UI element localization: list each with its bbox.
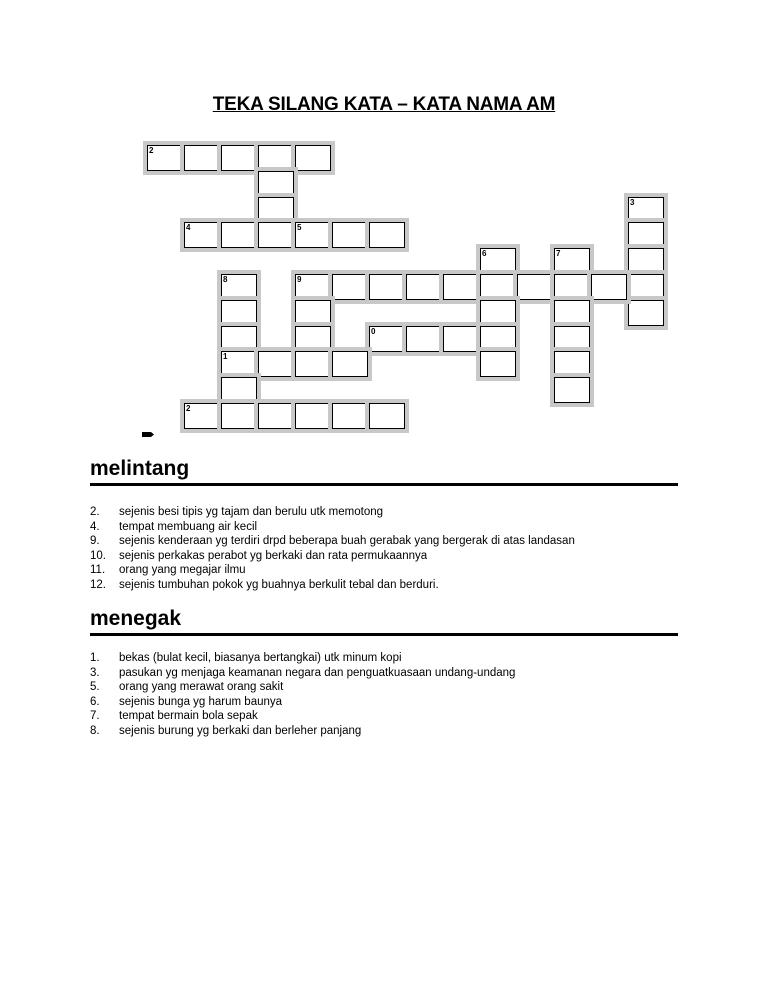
clue-item: [90, 651, 690, 666]
grid-cell[interactable]: [221, 403, 257, 429]
grid-cell[interactable]: [221, 274, 257, 300]
clue-item: [90, 534, 690, 549]
clue-number: 7: [556, 249, 561, 259]
clue-number: 0: [371, 326, 376, 336]
grid-cell[interactable]: [369, 274, 405, 300]
grid-cell[interactable]: [258, 145, 294, 171]
clue-number: 5: [297, 223, 302, 233]
grid-cell[interactable]: [554, 351, 590, 377]
clue-number: 3: [630, 197, 635, 207]
grid-cell[interactable]: [295, 222, 331, 248]
grid-cell[interactable]: [480, 274, 516, 300]
clue-text: sejenis tumbuhan pokok yg buahnya berkulit tebal dan berduri.: [119, 578, 439, 591]
clue-number: 9.: [90, 535, 100, 548]
down-rule: [90, 633, 678, 636]
clue-text: sejenis bunga yg harum baunya: [119, 695, 283, 708]
grid-cell[interactable]: [258, 197, 294, 223]
clue-number: 1: [223, 352, 228, 362]
clue-number: 11.: [90, 564, 106, 577]
clue-number: 2: [186, 404, 191, 413]
grid-cell[interactable]: [554, 377, 590, 403]
clue-item: [90, 695, 690, 710]
down-heading: menegak: [90, 607, 182, 630]
clue-number: 12.: [90, 578, 106, 591]
grid-cell[interactable]: [628, 248, 664, 274]
clue-item: [90, 724, 690, 739]
clue-text: bekas (bulat kecil, biasanya bertangkai) utk minum kopi: [119, 652, 402, 664]
clue-item: [90, 666, 690, 681]
clue-number: 6.: [90, 695, 100, 708]
grid-cell[interactable]: [554, 300, 590, 326]
grid-cell[interactable]: [147, 145, 183, 171]
grid-cell[interactable]: [628, 222, 664, 248]
grid-cell[interactable]: [443, 326, 479, 352]
down-clue-list: [90, 651, 690, 739]
clue-number: 1.: [90, 652, 100, 664]
grid-cell[interactable]: [258, 222, 294, 248]
grid-cell[interactable]: [369, 403, 405, 429]
grid-cell[interactable]: [332, 222, 368, 248]
grid-cell[interactable]: [221, 300, 257, 326]
grid-cell[interactable]: [184, 403, 220, 429]
grid-cell[interactable]: [517, 274, 553, 300]
across-rule: [90, 483, 678, 486]
grid-cell[interactable]: [480, 351, 516, 377]
grid-cell[interactable]: [221, 145, 257, 171]
grid-cell[interactable]: [332, 274, 368, 300]
clue-number: 8.: [90, 724, 100, 737]
crossword-grid: [0, 0, 768, 460]
clue-number: 3.: [90, 666, 100, 679]
grid-cell[interactable]: [628, 197, 664, 223]
page-title: TEKA SILANG KATA – KATA NAMA AM: [212, 94, 556, 115]
across-clue-list: [90, 505, 690, 593]
clue-number: 2.: [90, 506, 100, 518]
clue-text: orang yang megajar ilmu: [119, 564, 246, 577]
clue-text: tempat bermain bola sepak: [119, 710, 258, 723]
clue-item: [90, 520, 690, 535]
clue-text: pasukan yg menjaga keamanan negara dan penguatkuasaan undang-undang: [119, 666, 516, 679]
clue-text: sejenis besi tipis yg tajam dan berulu utk memotong: [119, 506, 384, 518]
clue-number: 2: [149, 146, 154, 155]
clue-text: sejenis perkakas perabot yg berkaki dan rata permukaannya: [119, 549, 428, 562]
clue-item: [90, 680, 690, 695]
clue-item: [90, 578, 690, 593]
pen-icon: [142, 431, 154, 438]
grid-cell[interactable]: [295, 274, 331, 300]
grid-cell[interactable]: [554, 248, 590, 274]
grid-cell[interactable]: [406, 274, 442, 300]
clue-item: [90, 563, 690, 578]
grid-cell[interactable]: [369, 326, 405, 352]
grid-cell[interactable]: [295, 145, 331, 171]
clue-item: [90, 505, 690, 520]
grid-cell[interactable]: [295, 403, 331, 429]
clue-number: 10.: [90, 549, 106, 562]
grid-cell[interactable]: [221, 351, 257, 377]
clue-number: 6: [482, 249, 487, 259]
grid-cell[interactable]: [258, 351, 294, 377]
grid-cell[interactable]: [369, 222, 405, 248]
clue-item: [90, 549, 690, 564]
grid-cell[interactable]: [332, 351, 368, 377]
grid-cell[interactable]: [332, 403, 368, 429]
grid-cell[interactable]: [480, 300, 516, 326]
clue-text: tempat membuang air kecil: [119, 520, 258, 533]
grid-cell[interactable]: [591, 274, 627, 300]
grid-cell[interactable]: [480, 326, 516, 352]
grid-cell[interactable]: [406, 326, 442, 352]
clue-number: 9: [297, 275, 302, 284]
clue-text: sejenis burung yg berkaki dan berleher panjang: [119, 724, 362, 737]
grid-cell[interactable]: [184, 145, 220, 171]
clue-number: 7.: [90, 710, 100, 723]
clue-number: 5.: [90, 681, 100, 694]
clue-number: 8: [223, 275, 228, 284]
grid-cell[interactable]: [480, 248, 516, 274]
grid-cell[interactable]: [554, 274, 590, 300]
clue-number: 4: [186, 223, 191, 233]
grid-cell[interactable]: [443, 274, 479, 300]
grid-cell[interactable]: [628, 274, 664, 300]
across-heading: melintang: [90, 457, 190, 480]
grid-cell[interactable]: [295, 300, 331, 326]
grid-cell[interactable]: [295, 351, 331, 377]
clue-number: 4.: [90, 520, 100, 533]
grid-cell[interactable]: [221, 222, 257, 248]
grid-cell[interactable]: [221, 326, 257, 352]
clue-item: [90, 709, 690, 724]
grid-cell[interactable]: [628, 300, 664, 326]
grid-cell[interactable]: [295, 326, 331, 352]
clue-text: sejenis kenderaan yg terdiri drpd beberapa buah gerabak yang bergerak di atas landasan: [119, 535, 575, 548]
grid-cell[interactable]: [184, 222, 220, 248]
grid-cell[interactable]: [554, 326, 590, 352]
grid-cell[interactable]: [221, 377, 257, 403]
grid-cell[interactable]: [258, 403, 294, 429]
grid-cell[interactable]: [258, 171, 294, 197]
clue-text: orang yang merawat orang sakit: [119, 681, 284, 694]
